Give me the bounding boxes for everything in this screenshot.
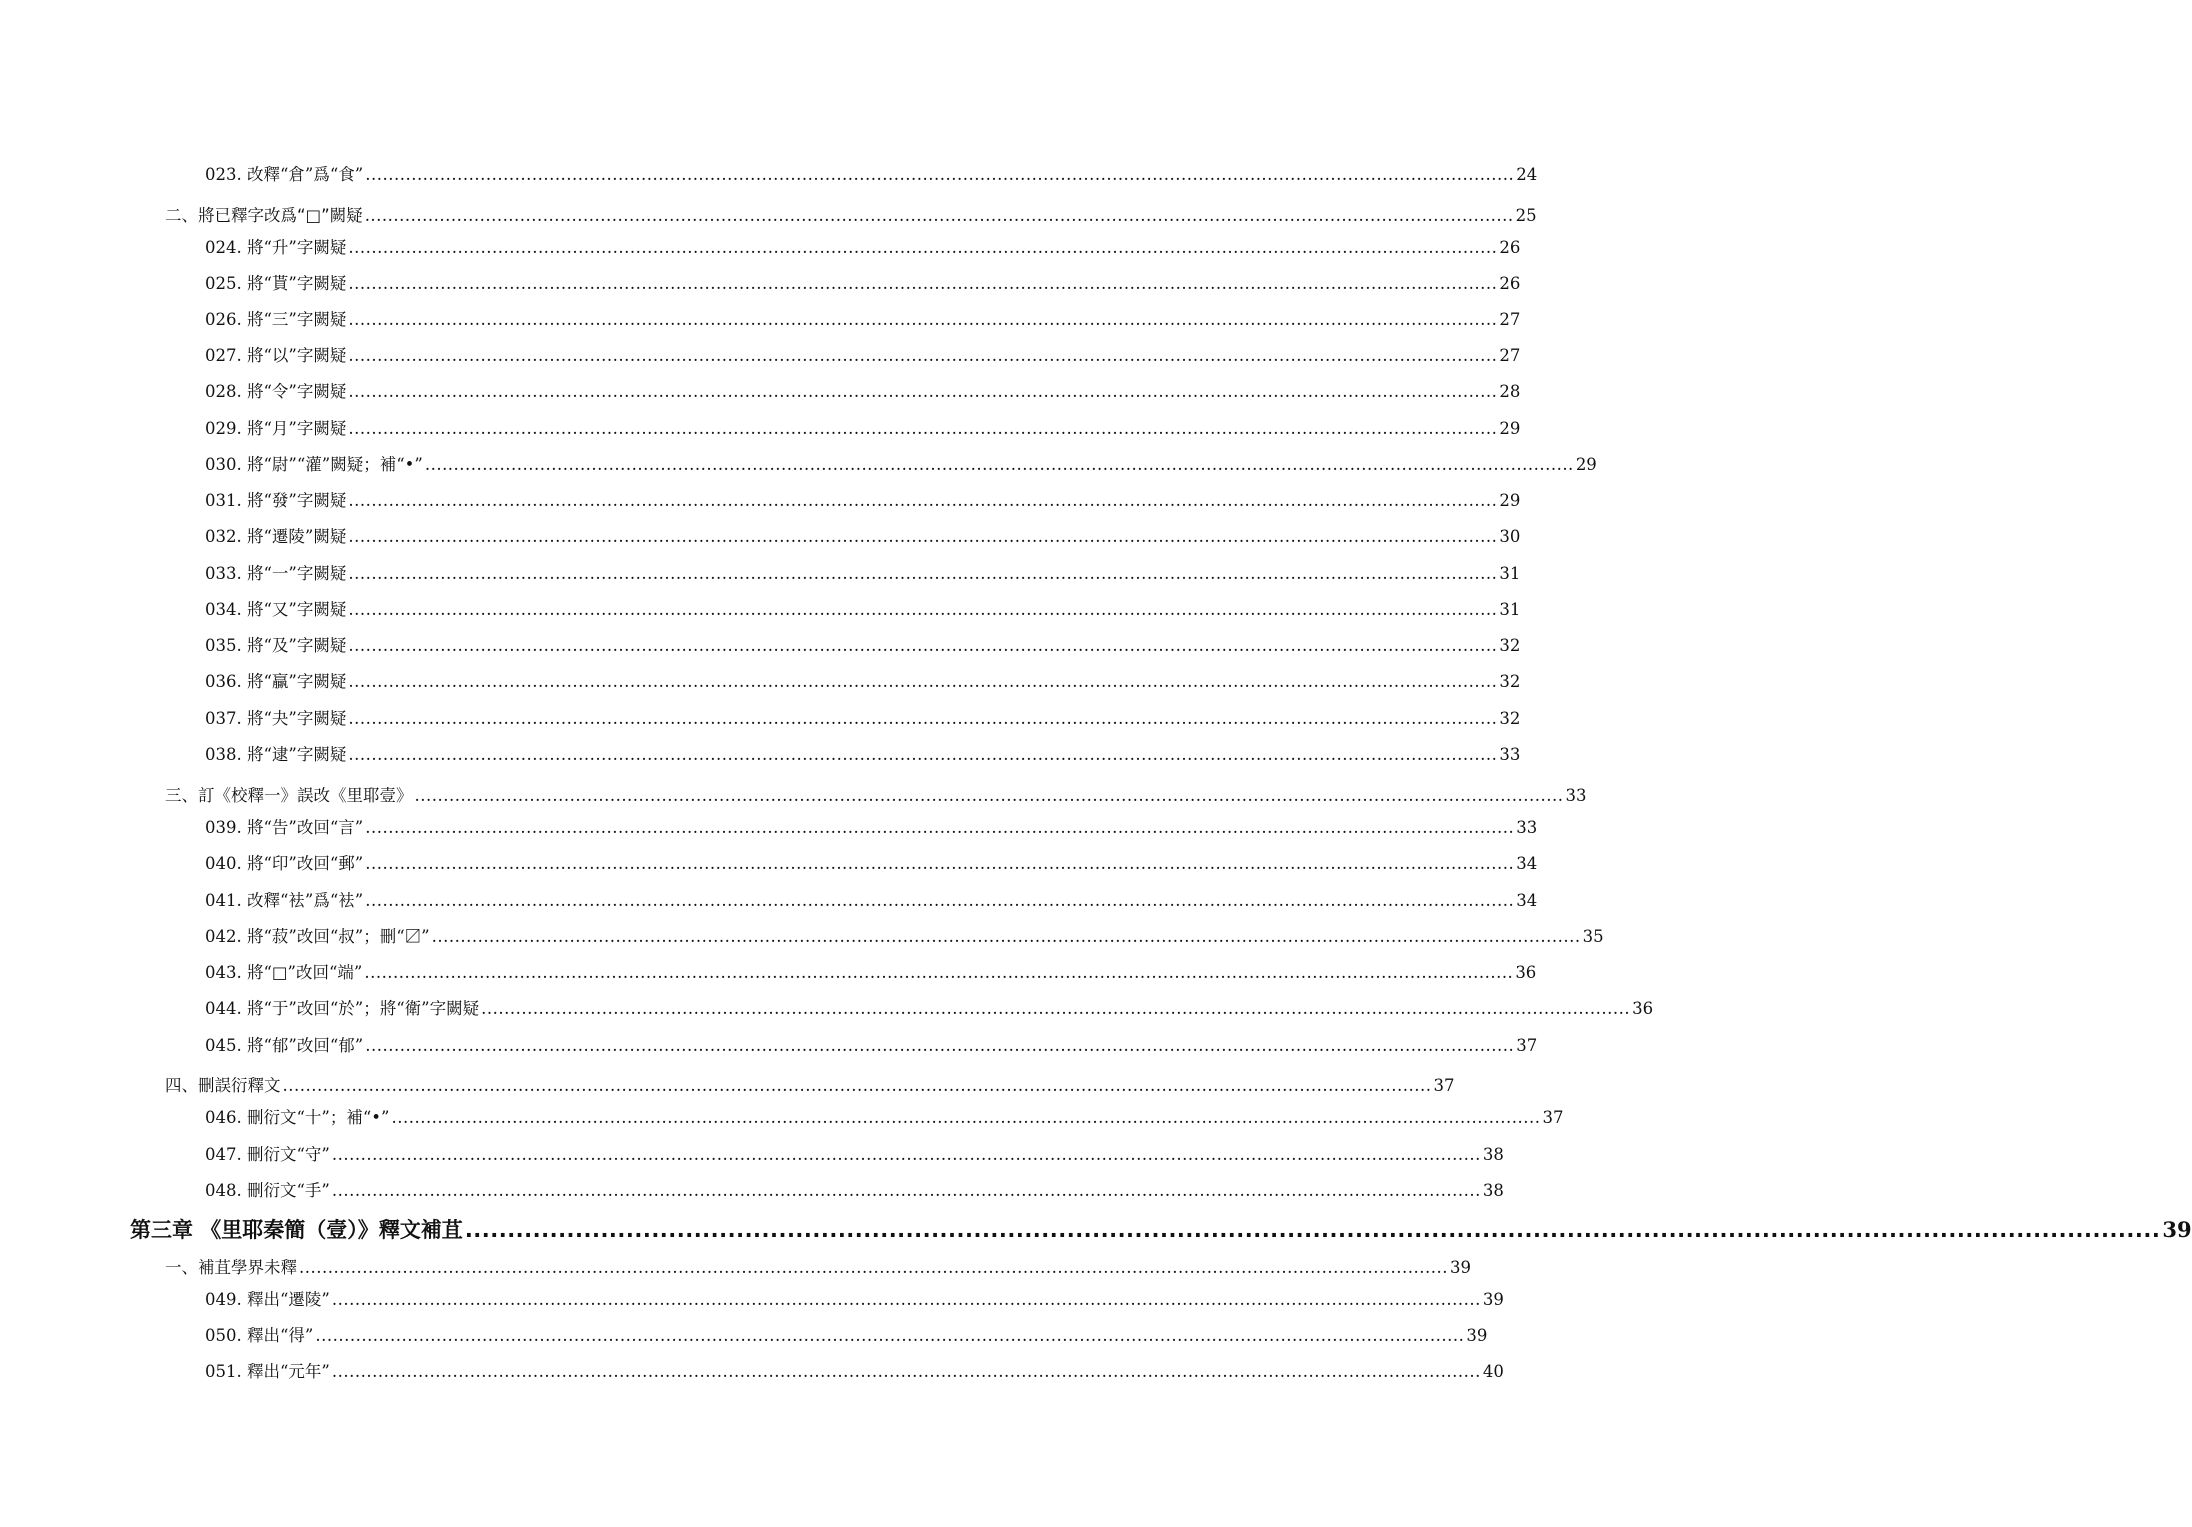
toc-entry-page: 33 xyxy=(1499,745,1521,764)
toc-entry-title: 028. 將“令”字闕疑 xyxy=(205,382,347,401)
dot-leader: ........................................................................................................................................................................................................ xyxy=(365,1036,1515,1055)
toc-entry-page: 39 xyxy=(1449,1258,1471,1277)
toc-entry-page: 31 xyxy=(1499,564,1521,583)
toc-entry-038[interactable] xyxy=(205,741,1521,765)
toc-section-3[interactable] xyxy=(165,782,1587,806)
toc-entry-025[interactable] xyxy=(205,270,1521,294)
toc-entry-page: 33 xyxy=(1516,818,1538,837)
dot-leader: ........................................................................................................................................................................................................ xyxy=(348,600,1498,619)
toc-entry-031[interactable] xyxy=(205,487,1521,511)
toc-entry-title: 040. 將“印”改回“郵” xyxy=(205,854,364,873)
dot-leader: ........................................................................................................................................................................................................ xyxy=(414,786,1564,805)
toc-entry-page: 29 xyxy=(1575,455,1597,474)
dot-leader: ........................................................................................................................................................................................................ xyxy=(464,1218,2161,1242)
dot-leader: ........................................................................................................................................................................................................ xyxy=(365,818,1515,837)
toc-entry-title: 030. 將“尉”“灌”闕疑；補“•” xyxy=(205,455,423,474)
toc-entry-051[interactable] xyxy=(205,1358,1504,1382)
dot-leader: ........................................................................................................................................................................................................ xyxy=(365,891,1515,910)
dot-leader: ........................................................................................................................................................................................................ xyxy=(348,310,1498,329)
dot-leader: ........................................................................................................................................................................................................ xyxy=(331,1362,1481,1381)
toc-entry-title: 一、補苴學界未釋 xyxy=(165,1258,297,1277)
toc-entry-050[interactable] xyxy=(205,1322,1488,1346)
dot-leader: ........................................................................................................................................................................................................ xyxy=(481,999,1631,1018)
dot-leader: ........................................................................................................................................................................................................ xyxy=(348,745,1498,764)
dot-leader: ........................................................................................................................................................................................................ xyxy=(431,927,1581,946)
toc-entry-title: 027. 將“以”字闕疑 xyxy=(205,346,347,365)
toc-entry-page: 32 xyxy=(1499,672,1521,691)
dot-leader: ........................................................................................................................................................................................................ xyxy=(364,963,1514,982)
toc-entry-title: 047. 刪衍文“守” xyxy=(205,1145,330,1164)
toc-entry-title: 第三章 《里耶秦簡（壹）》釋文補苴 xyxy=(130,1218,463,1242)
toc-chapter-3[interactable] xyxy=(130,1214,2192,1244)
toc-entry-024[interactable] xyxy=(205,234,1521,258)
toc-entry-title: 041. 改釋“袪”爲“袪” xyxy=(205,891,364,910)
toc-entry-title: 031. 將“發”字闕疑 xyxy=(205,491,347,510)
toc-entry-030[interactable] xyxy=(205,451,1597,475)
dot-leader: ........................................................................................................................................................................................................ xyxy=(348,564,1498,583)
toc-section-1[interactable] xyxy=(165,1254,1471,1278)
toc-entry-037[interactable] xyxy=(205,705,1521,729)
dot-leader: ........................................................................................................................................................................................................ xyxy=(348,238,1498,257)
toc-entry-page: 37 xyxy=(1542,1108,1564,1127)
dot-leader: ........................................................................................................................................................................................................ xyxy=(331,1145,1481,1164)
toc-entry-045[interactable] xyxy=(205,1032,1538,1056)
toc-entry-page: 38 xyxy=(1482,1181,1504,1200)
toc-entry-title: 043. 將“□”改回“端” xyxy=(205,963,363,982)
toc-entry-026[interactable] xyxy=(205,306,1521,330)
dot-leader: ........................................................................................................................................................................................................ xyxy=(424,455,1574,474)
toc-entry-028[interactable] xyxy=(205,378,1521,402)
toc-entry-023[interactable] xyxy=(205,161,1538,185)
dot-leader: ........................................................................................................................................................................................................ xyxy=(331,1290,1481,1309)
toc-entry-title: 035. 將“及”字闕疑 xyxy=(205,636,347,655)
toc-entry-page: 31 xyxy=(1499,600,1521,619)
toc-entry-041[interactable] xyxy=(205,887,1538,911)
dot-leader: ........................................................................................................................................................................................................ xyxy=(282,1076,1432,1095)
toc-entry-page: 29 xyxy=(1499,419,1521,438)
dot-leader: ........................................................................................................................................................................................................ xyxy=(348,527,1498,546)
toc-entry-page: 24 xyxy=(1516,165,1538,184)
toc-entry-title: 029. 將“月”字闕疑 xyxy=(205,419,347,438)
dot-leader: ........................................................................................................................................................................................................ xyxy=(299,1258,1448,1277)
dot-leader: ........................................................................................................................................................................................................ xyxy=(348,346,1498,365)
toc-entry-title: 039. 將“告”改回“言” xyxy=(205,818,364,837)
dot-leader: ........................................................................................................................................................................................................ xyxy=(331,1181,1481,1200)
toc-entry-title: 046. 刪衍文“十”；補“•” xyxy=(205,1108,390,1127)
toc-entry-title: 051. 釋出“元年” xyxy=(205,1362,330,1381)
toc-entry-page: 36 xyxy=(1515,963,1537,982)
toc-entry-title: 024. 將“升”字闕疑 xyxy=(205,238,347,257)
toc-entry-page: 32 xyxy=(1499,636,1521,655)
toc-entry-035[interactable] xyxy=(205,632,1521,656)
toc-entry-title: 026. 將“三”字闕疑 xyxy=(205,310,347,329)
toc-entry-page: 29 xyxy=(1499,491,1521,510)
toc-entry-title: 四、刪誤衍釋文 xyxy=(165,1076,281,1095)
dot-leader: ........................................................................................................................................................................................................ xyxy=(364,206,1514,225)
toc-entry-title: 038. 將“逮”字闕疑 xyxy=(205,745,347,764)
toc-entry-033[interactable] xyxy=(205,560,1521,584)
toc-entry-title: 042. 將“菽”改回“叔”；刪“〼” xyxy=(205,927,430,946)
toc-entry-page: 34 xyxy=(1516,854,1538,873)
toc-entry-047[interactable] xyxy=(205,1141,1504,1165)
dot-leader: ........................................................................................................................................................................................................ xyxy=(348,709,1498,728)
toc-entry-page: 39 xyxy=(2162,1217,2192,1242)
toc-entry-title: 049. 釋出“遷陵” xyxy=(205,1290,330,1309)
dot-leader: ........................................................................................................................................................................................................ xyxy=(348,636,1498,655)
dot-leader: ........................................................................................................................................................................................................ xyxy=(391,1108,1541,1127)
toc-entry-title: 025. 將“貰”字闕疑 xyxy=(205,274,347,293)
dot-leader: ........................................................................................................................................................................................................ xyxy=(365,854,1515,873)
dot-leader: ........................................................................................................................................................................................................ xyxy=(365,165,1515,184)
toc-section-2[interactable] xyxy=(165,202,1537,226)
toc-entry-044[interactable] xyxy=(205,995,1654,1019)
toc-entry-page: 37 xyxy=(1516,1036,1538,1055)
toc-entry-049[interactable] xyxy=(205,1286,1504,1310)
dot-leader: ........................................................................................................................................................................................................ xyxy=(348,274,1498,293)
toc-entry-page: 33 xyxy=(1565,786,1587,805)
toc-entry-029[interactable] xyxy=(205,415,1521,439)
toc-entry-046[interactable] xyxy=(205,1104,1564,1128)
toc-entry-036[interactable] xyxy=(205,668,1521,692)
dot-leader: ........................................................................................................................................................................................................ xyxy=(348,419,1498,438)
toc-entry-page: 26 xyxy=(1499,274,1521,293)
dot-leader: ........................................................................................................................................................................................................ xyxy=(348,672,1498,691)
toc-entry-title: 二、將已釋字改爲“□”闕疑 xyxy=(165,206,363,225)
toc-entry-039[interactable] xyxy=(205,814,1538,838)
dot-leader: ........................................................................................................................................................................................................ xyxy=(348,382,1498,401)
toc-entry-title: 045. 將“郁”改回“郁” xyxy=(205,1036,364,1055)
toc-entry-page: 39 xyxy=(1466,1326,1488,1345)
toc-entry-page: 40 xyxy=(1482,1362,1504,1381)
toc-entry-title: 034. 將“又”字闕疑 xyxy=(205,600,347,619)
toc-entry-title: 050. 釋出“得” xyxy=(205,1326,314,1345)
toc-entry-042[interactable] xyxy=(205,923,1604,947)
toc-entry-page: 35 xyxy=(1582,927,1604,946)
toc-entry-032[interactable] xyxy=(205,523,1521,547)
toc-entry-027[interactable] xyxy=(205,342,1521,366)
toc-entry-034[interactable] xyxy=(205,596,1521,620)
dot-leader: ........................................................................................................................................................................................................ xyxy=(348,491,1498,510)
toc-entry-page: 27 xyxy=(1499,346,1521,365)
toc-entry-title: 037. 將“夬”字闕疑 xyxy=(205,709,347,728)
toc-entry-title: 048. 刪衍文“手” xyxy=(205,1181,330,1200)
toc-entry-title: 036. 將“贏”字闕疑 xyxy=(205,672,347,691)
toc-entry-page: 25 xyxy=(1515,206,1537,225)
toc-entry-page: 34 xyxy=(1516,891,1538,910)
toc-entry-page: 37 xyxy=(1433,1076,1455,1095)
toc-entry-title: 三、訂《校釋一》誤改《里耶壹》 xyxy=(165,786,413,805)
toc-entry-title: 032. 將“遷陵”闕疑 xyxy=(205,527,347,546)
toc-entry-043[interactable] xyxy=(205,959,1537,983)
toc-entry-page: 28 xyxy=(1499,382,1521,401)
toc-entry-page: 26 xyxy=(1499,238,1521,257)
toc-entry-048[interactable] xyxy=(205,1177,1504,1201)
toc-entry-page: 32 xyxy=(1499,709,1521,728)
toc-entry-title: 044. 將“于”改回“於”；將“衛”字闕疑 xyxy=(205,999,480,1018)
toc-entry-page: 38 xyxy=(1482,1145,1504,1164)
dot-leader: ........................................................................................................................................................................................................ xyxy=(315,1326,1465,1345)
toc-entry-title: 033. 將“一”字闕疑 xyxy=(205,564,347,583)
toc-entry-title: 023. 改釋“倉”爲“食” xyxy=(205,165,364,184)
toc-entry-page: 36 xyxy=(1632,999,1654,1018)
toc-entry-page: 30 xyxy=(1499,527,1521,546)
toc-entry-040[interactable] xyxy=(205,850,1538,874)
toc-entry-page: 27 xyxy=(1499,310,1521,329)
toc-entry-page: 39 xyxy=(1482,1290,1504,1309)
toc-section-4[interactable] xyxy=(165,1072,1455,1096)
